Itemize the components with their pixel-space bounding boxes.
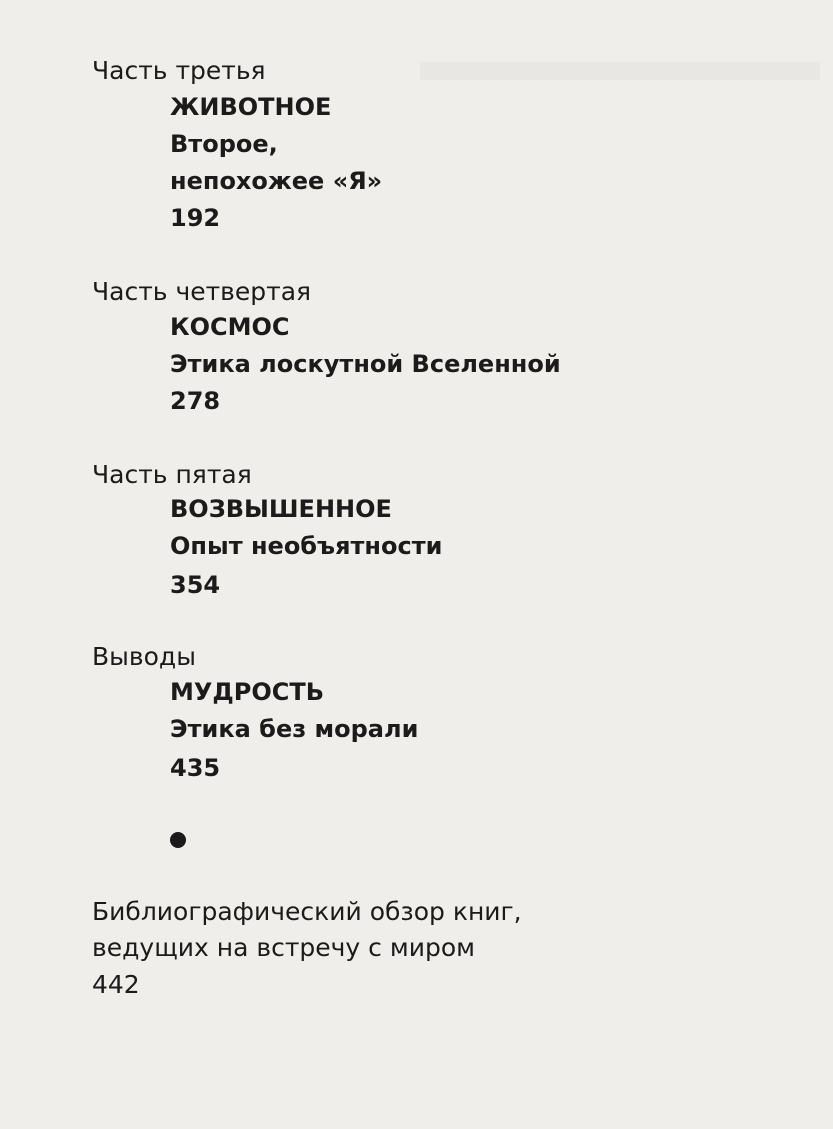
show-through — [420, 62, 820, 80]
page-number: 354 — [170, 571, 221, 599]
page-number: 435 — [170, 754, 221, 782]
part-title: ЖИВОТНОЕ — [170, 93, 332, 121]
part-title: МУДРОСТЬ — [170, 678, 325, 706]
page-number: 442 — [92, 970, 140, 999]
bibliography-title: Библиографический обзор книг, — [92, 897, 522, 926]
page-number: 192 — [170, 204, 221, 232]
part-subtitle: Этика лоскутной Вселенной — [170, 350, 561, 378]
part-subtitle: Опыт необъятности — [170, 532, 443, 560]
part-title: ВОЗВЫШЕННОЕ — [170, 495, 392, 523]
part-label: Часть третья — [92, 56, 266, 85]
bibliography-title: ведущих на встречу с миром — [92, 933, 475, 962]
part-label: Часть четвертая — [92, 277, 312, 306]
part-title: КОСМОС — [170, 313, 290, 341]
part-label: Часть пятая — [92, 460, 252, 489]
part-subtitle: непохожее «Я» — [170, 167, 383, 195]
part-subtitle: Этика без морали — [170, 715, 419, 743]
part-label: Выводы — [92, 642, 196, 671]
bullet-separator — [170, 832, 186, 848]
part-subtitle: Второе, — [170, 130, 278, 158]
page-number: 278 — [170, 387, 221, 415]
